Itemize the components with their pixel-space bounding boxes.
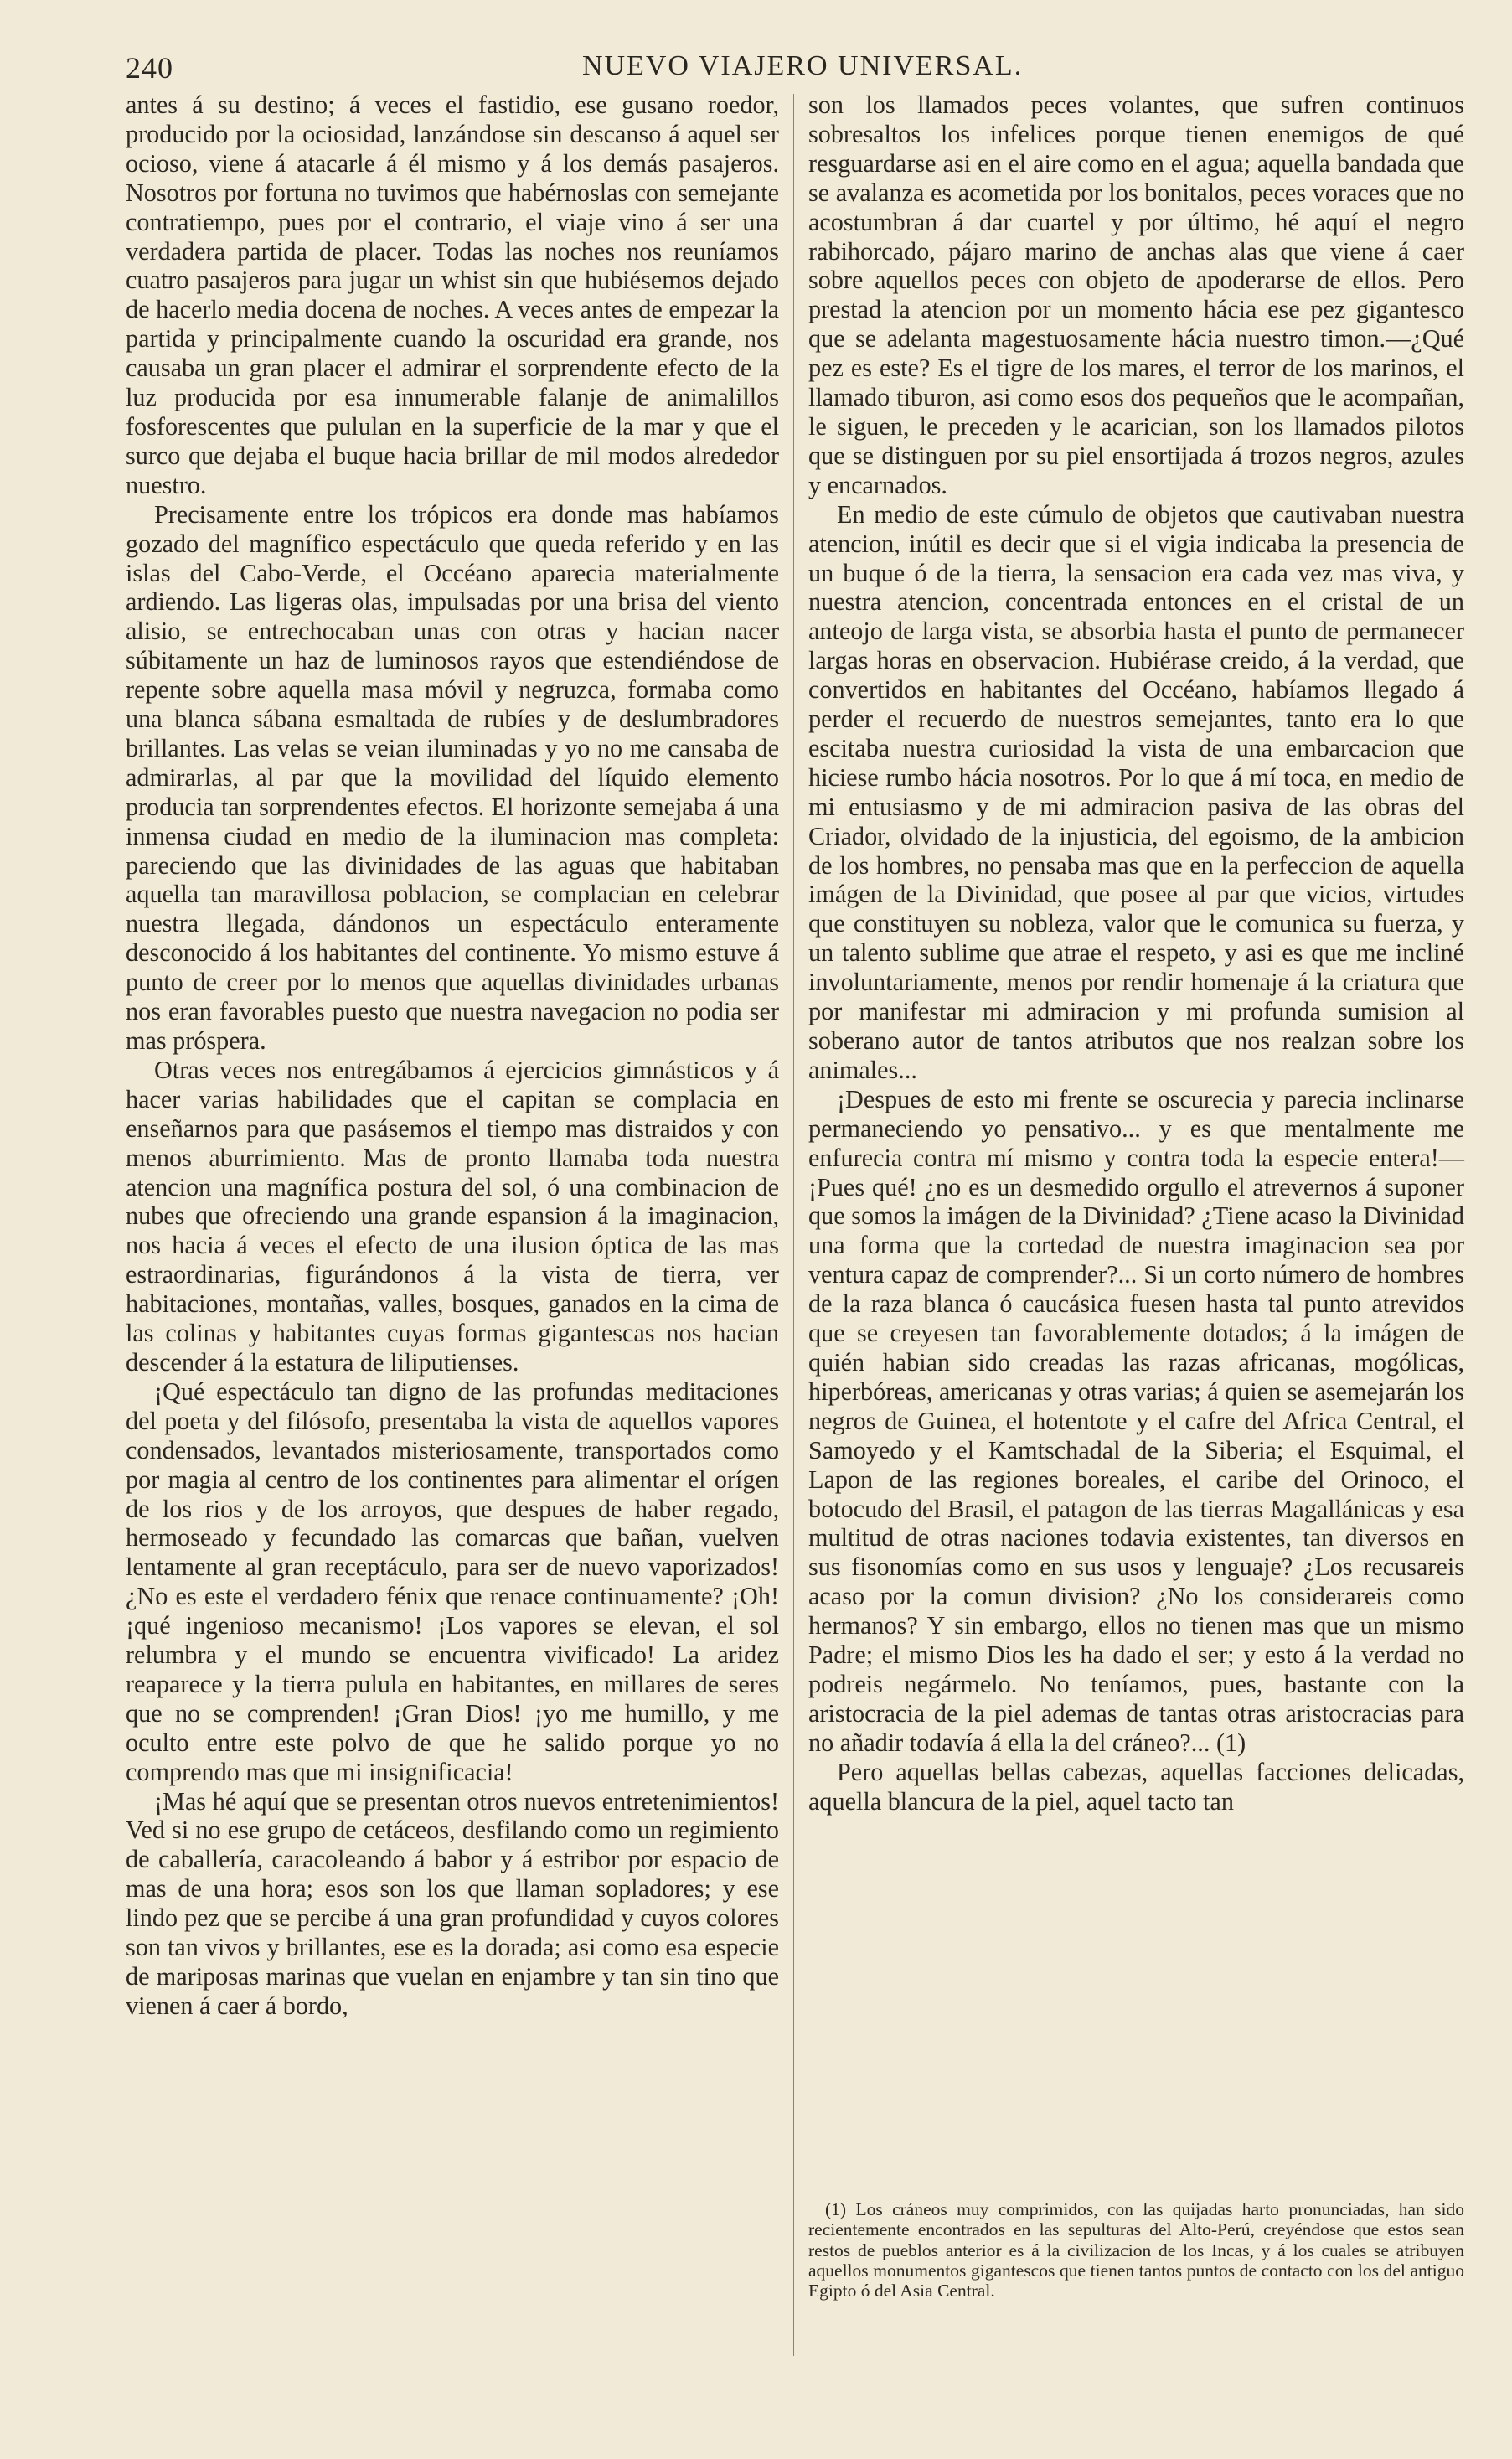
paragraph: Otras veces nos entregábamos á ejercicios gimnásticos y á hacer varias habilidades que el capitan se complacia en enseñarnos para que pasásemos el tiempo mas distraidos y con menos aburrimiento. Mas de pronto llamaba toda nuestra atencion una magnífica postura del sol, ó una combinacion de nubes que ofreciendo una grande espansion á la imaginacion, nos hacia á veces el efecto de una ilusion óptica de las mas estraordinarias, figurándonos á la vista de tierra, ver habitaciones, montañas, valles, bosques, ganados en la cima de las colinas y habitantes cuyas formas gigantescas nos hacian descender á la estatura de liliputienses. xyxy=(126,1055,779,1377)
paragraph: antes á su destino; á veces el fastidio, ese gusano roedor, producido por la ociosidad, lanzándose sin descanso á aquel ser ocioso, viene á atacarle á él mismo y á los demás pasajeros. Nosotros por fortuna no tuvimos que habérnoslas con semejante contratiempo, pues por el contrario, el viaje vino á ser una verdadera partida de placer. Todas las noches nos reuníamos cuatro pasajeros para jugar un whist sin que hubiésemos dejado de hacerlo media docena de noches. A veces antes de empezar la partida y principalmente cuando la oscuridad era grande, nos causaba un gran placer el admirar el sorprendente efecto de la luz producida por esa innumerable falanje de animalillos fosforescentes que pululan en la superficie de la mar y que el surco que dejaba el buque hacia brillar de mil modos alrededor nuestro. xyxy=(126,90,779,499)
running-title: NUEVO VIAJERO UNIVERSAL. xyxy=(582,50,1024,81)
paragraph: Pero aquellas bellas cabezas, aquellas facciones delicadas, aquella blancura de la piel, aquel tacto tan xyxy=(808,1757,1464,1816)
footnote-text: (1) Los cráneos muy comprimidos, con las quijadas harto pronunciadas, han sido recientemente encontrados en las sepulturas del Alto-Perú, creyéndose que estos sean restos de pueblos anterior es á la civilizacion de los Incas, y á los cuales se atribuyen aquellos monumentos gigantescos que tienen tantos puntos de contacto con los del antiguo Egipto ó del Asia Central. xyxy=(808,2199,1464,2301)
paragraph: ¡Mas hé aquí que se presentan otros nuevos entretenimientos! Ved si no ese grupo de cetáceos, desfilando como un regimiento de caballería, caracoleando á babor y á estribor por espacio de mas de una hora; esos son los que llaman sopladores; y ese lindo pez que se percibe á una gran profundidad y cuyos colores son tan vivos y brillantes, ese es la dorada; asi como esa especie de mariposas marinas que vuelan en enjambre y tan sin tino que vienen á caer á bordo, xyxy=(126,1786,779,2020)
left-column xyxy=(126,90,779,2021)
footnote xyxy=(808,2199,1464,2301)
paragraph: ¡Despues de esto mi frente se oscurecia y parecia inclinarse permaneciendo yo pensativo... y es que mentalmente me enfurecia contra mí mismo y contra toda la especie entera!—¡Pues qué! ¿no es un desmedido orgullo el atrevernos á suponer que somos la imágen de la Divinidad? ¿Tiene acaso la Divinidad una forma que la cortedad de nuestra imaginacion sea por ventura capaz de comprender?... Si un corto número de hombres de la raza blanca ó caucásica fuesen hasta tal punto atrevidos que se creyesen tan favorablemente dotados; á la imágen de quién habian sido creadas las razas africanas, mogólicas, hiperbóreas, americanas y otras varias; á quien se asemejarán los negros de Guinea, el hotentote y el cafre del Africa Central, el Samoyedo y el Kamtschadal de la Siberia; el Esquimal, el Lapon de las regiones boreales, el caribe del Orinoco, el botocudo del Brasil, el patagon de las tierras Magallánicas y esa multitud de otras naciones todavia existentes, tan diversos en sus fisonomías como en sus usos y lenguaje? ¿Los recusareis acaso por la comun division? ¿No los considerareis como hermanos? Y sin embargo, ellos no tienen mas que un mismo Padre; el mismo Dios les ha dado el ser; y esto á la verdad no podreis negármelo. No teníamos, pues, bastante con la aristocracia de la piel ademas de tantas otras aristocracias para no añadir todavía á ella la del cráneo?... (1) xyxy=(808,1084,1464,1757)
paragraph: Precisamente entre los trópicos era donde mas habíamos gozado del magnífico espectáculo que queda referido y en las islas del Cabo-Verde, el Occéano aparecia materialmente ardiendo. Las ligeras olas, impulsadas por una brisa del viento alisio, se entrechocaban unas con otras y hacian nacer súbitamente un haz de luminosos rayos que estendiéndose de repente sobre aquella masa móvil y negruzca, formaba como una blanca sábana esmaltada de rubíes y de deslumbradores brillantes. Las velas se veian iluminadas y yo no me cansaba de admirarlas, al par que la movilidad del líquido elemento producia tan sorprendentes efectos. El horizonte semejaba á una inmensa ciudad en medio de la iluminacion mas completa: pareciendo que las divinidades de las aguas que habitaban aquella tan maravillosa poblacion, se complacian en celebrar nuestra llegada, dándonos un espectáculo enteramente desconocido á los habitantes del continente. Yo mismo estuve á punto de creer por lo menos que aquellas divinidades urbanas nos eran favorables puesto que nuestra navegacion no podia ser mas próspera. xyxy=(126,499,779,1055)
right-column xyxy=(808,90,1464,1816)
page-number: 240 xyxy=(126,51,173,85)
column-divider xyxy=(793,94,794,2356)
page-header xyxy=(126,50,1466,84)
paragraph: son los llamados peces volantes, que sufren continuos sobresaltos los infelices porque tienen enemigos de qué resguardarse asi en el aire como en el agua; aquella bandada que se avalanza es acometida por los bonitalos, peces voraces que no acostumbran á dar cuartel y por último, hé aquí el negro rabihorcado, pájaro marino de anchas alas que viene á caer sobre aquellos peces con objeto de apoderarse de ellos. Pero prestad la atencion por un momento hácia ese pez gigantesco que se adelanta magestuosamente hácia nuestro timon.—¿Qué pez es este? Es el tigre de los mares, el terror de los marinos, el llamado tiburon, asi como esos dos pequeños que le acompañan, le siguen, le preceden y le acarician, son los llamados pilotos que se distinguen por su piel ensortijada á trozos negros, azules y encarnados. xyxy=(808,90,1464,499)
paragraph: En medio de este cúmulo de objetos que cautivaban nuestra atencion, inútil es decir que si el vigia indicaba la presencia de un buque ó de la tierra, la sensacion era cada vez mas viva, y nuestra atencion, concentrada entonces en el cristal de un anteojo de larga vista, se absorbia hasta el punto de permanecer largas horas en observacion. Hubiérase creido, á la verdad, que convertidos en habitantes del Occéano, habíamos llegado á perder el recuerdo de nuestros semejantes, tanto era lo que escitaba nuestra curiosidad la vista de una embarcacion que hiciese rumbo hácia nosotros. Por lo que á mí toca, en medio de mi entusiasmo y de mi admiracion pasiva de las obras del Criador, olvidado de la injusticia, del egoismo, de la ambicion de los hombres, no pensaba mas que en la perfeccion de aquella imágen de la Divinidad, que posee al par que vicios, virtudes que constituyen su nobleza, valor que le comunica su fuerza, y un talento sublime que atrae el respeto, y asi es que me incliné involuntariamente, menos por rendir homenaje á la criatura que por manifestar mi admiracion y mi profunda sumision al soberano autor de tantos atributos que nos realzan sobre los animales... xyxy=(808,499,1464,1084)
paragraph: ¡Qué espectáculo tan digno de las profundas meditaciones del poeta y del filósofo, presentaba la vista de aquellos vapores condensados, levantados misteriosamente, transportados como por magia al centro de los continentes para alimentar el orígen de los rios y de los arroyos, que despues de haber regado, hermoseado y fecundado las comarcas que bañan, vuelven lentamente al gran receptáculo, para ser de nuevo vaporizados! ¿No es este el verdadero fénix que renace continuamente? ¡Oh! ¡qué ingenioso mecanismo! ¡Los vapores se elevan, el sol relumbra y el mundo se encuentra vivificado! La aridez reaparece y la tierra pulula en habitantes, en millares de seres que no se comprenden! ¡Gran Dios! ¡yo me humillo, y me oculto entre este polvo de que he salido porque yo no comprendo mas que mi insignificacia! xyxy=(126,1377,779,1786)
